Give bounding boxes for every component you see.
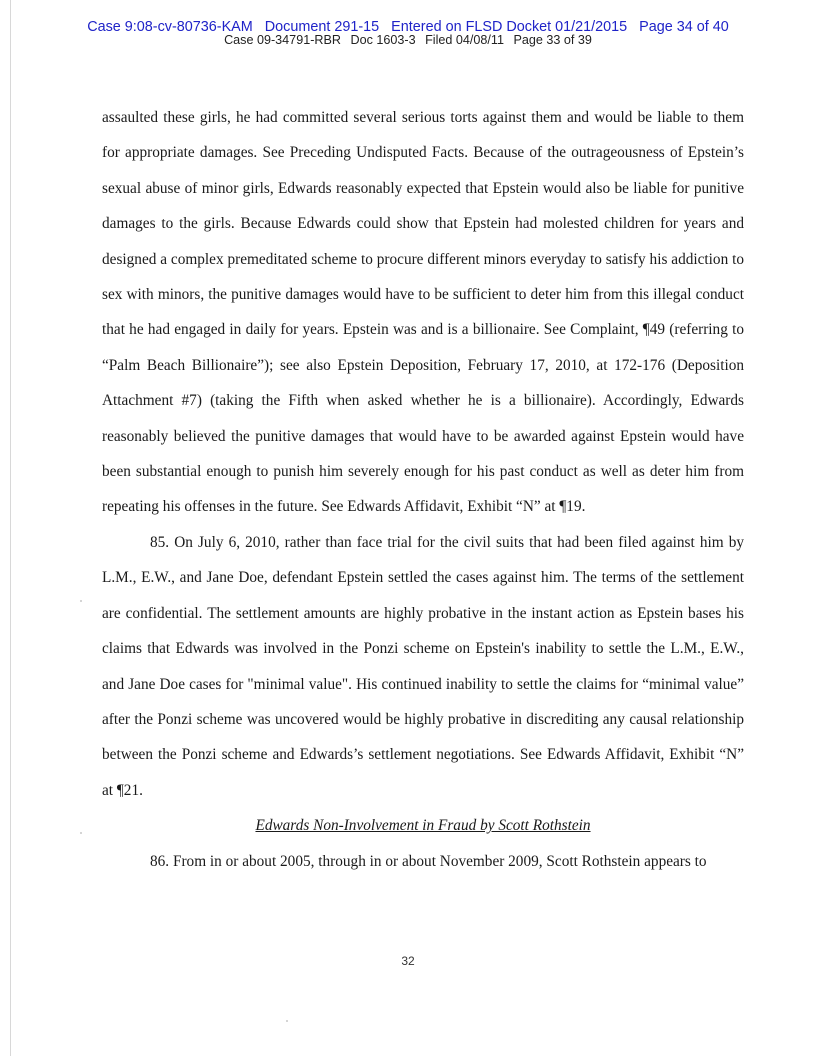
- district-page-count: Page 34 of 40: [639, 19, 729, 35]
- paragraph-86: 86. From in or about 2005, through in or about November 2009, Scott Rothstein appears to: [150, 852, 707, 870]
- scan-speck: [286, 1020, 288, 1022]
- bankruptcy-court-header: [0, 33, 816, 48]
- scan-speck: [80, 600, 82, 602]
- scan-speck: [80, 832, 82, 834]
- bk-case-number: Case 09-34791-RBR: [224, 33, 341, 47]
- paragraph-continuation: assaulted these girls, he had committed several serious torts against them and would be liable to them for appropriate damages. See Preceding Undisputed Facts. Because of the outrageousness of Epstein’s sexual abuse of minor girls, Edwards reasonably expected that Epstein would also be liable for punitive damages to the girls. Because Edwards could show that Epstein had molested children for years and designed a complex premeditated scheme to procure different minors everyday to satisfy his addiction to sex with minors, the punitive damages would have to be sufficient to deter him from this illegal conduct that he had engaged in daily for years. Epstein was and is a billionaire. See Complaint, ¶49 (referring to “Palm Beach Billionaire”); see also Epstein Deposition, February 17, 2010, at 172-176 (Deposition Attachment #7) (taking the Fifth when asked whether he is a billionaire). Accordingly, Edwards reasonably believed the punitive damages that would have to be awarded against Epstein would have been substantial enough to punish him severely enough for his past conduct as well as deter him from repeating his offenses in the future. See Edwards Affidavit, Exhibit “N” at ¶19.: [102, 109, 744, 516]
- document-body: [102, 100, 744, 879]
- bk-filed-date: Filed 04/08/11: [425, 33, 504, 47]
- paragraph-85: 85. On July 6, 2010, rather than face trial for the civil suits that had been filed against him by L.M., E.W., and Jane Doe, defendant Epstein settled the cases against him. The terms of the settlement are confidential. The settlement amounts are highly probative in the instant action as Epstein bases his claims that Edwards was involved in the Ponzi scheme on Epstein's inability to settle the L.M., E.W., and Jane Doe cases for "minimal value". His continued inability to settle the claims for “minimal value” after the Ponzi scheme was uncovered would be highly probative in discrediting any causal relationship between the Ponzi scheme and Edwards’s settlement negotiations. See Edwards Affidavit, Exhibit “N” at ¶21.: [102, 533, 744, 799]
- district-case-number: Case 9:08-cv-80736-KAM: [87, 19, 253, 35]
- section-heading: Edwards Non-Involvement in Fraud by Scott Rothstein: [255, 817, 591, 835]
- bk-page-count: Page 33 of 39: [513, 33, 592, 47]
- district-document-number: Document 291-15: [264, 19, 380, 35]
- left-margin-rule: [10, 0, 11, 1056]
- district-entered-date: Entered on FLSD Docket 01/21/2015: [391, 19, 628, 35]
- bk-doc-number: Doc 1603-3: [350, 33, 416, 47]
- page-number: 32: [401, 954, 415, 968]
